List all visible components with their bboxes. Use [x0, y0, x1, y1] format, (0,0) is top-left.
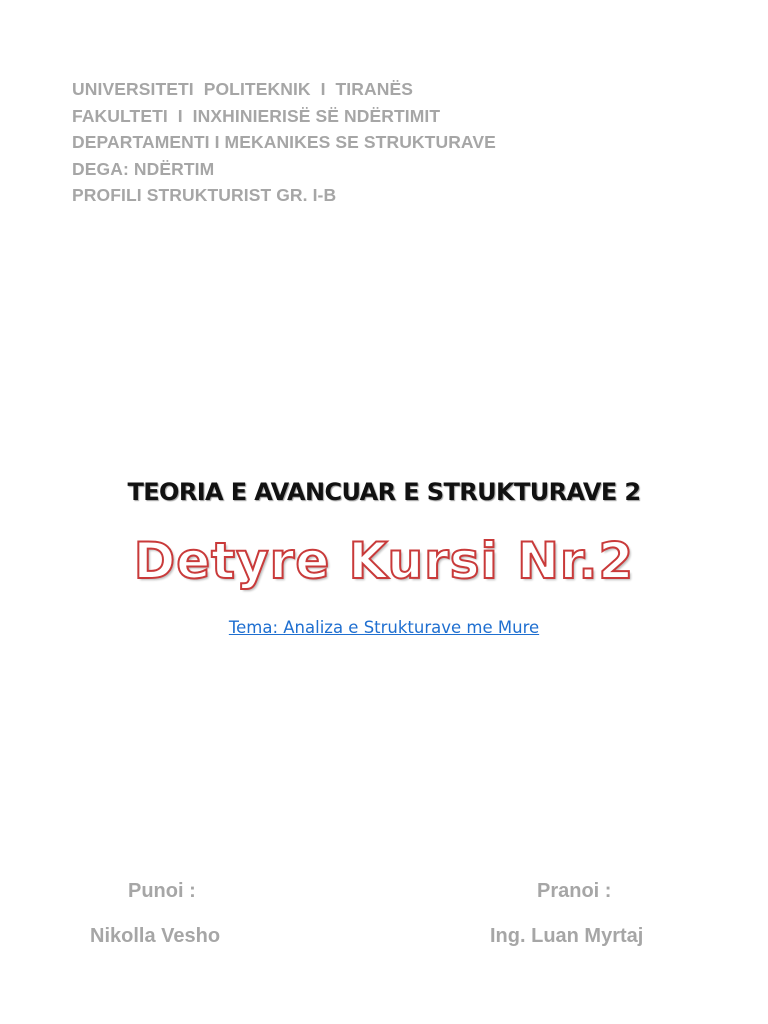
- author-name: Nikolla Vesho: [90, 925, 221, 947]
- receiver-label: Pranoi :: [537, 880, 612, 902]
- university-name: UNIVERSITETI POLITEKNIK I TIRANËS: [72, 79, 413, 99]
- faculty-name: FAKULTETI I INXHINIERISË SË NDËRTIMIT: [72, 105, 441, 126]
- author-label: Punoi :: [128, 880, 196, 902]
- course-title: TEORIA E AVANCUAR E STRUKTURAVE 2: [127, 478, 641, 506]
- receiver-name: Ing. Luan Myrtaj: [490, 925, 644, 947]
- profile-group: PROFILI STRUKTURIST GR. I-B: [72, 185, 337, 205]
- institution-header: [72, 76, 496, 209]
- topic-link[interactable]: Tema: Analiza e Strukturave me Mure: [228, 618, 540, 637]
- assignment-title: Detyre Kursi Nr.2: [133, 532, 635, 590]
- branch-name: DEGA: NDËRTIM: [72, 158, 215, 179]
- department-name: DEPARTAMENTI I MEKANIKES SE STRUKTURAVE: [72, 132, 496, 152]
